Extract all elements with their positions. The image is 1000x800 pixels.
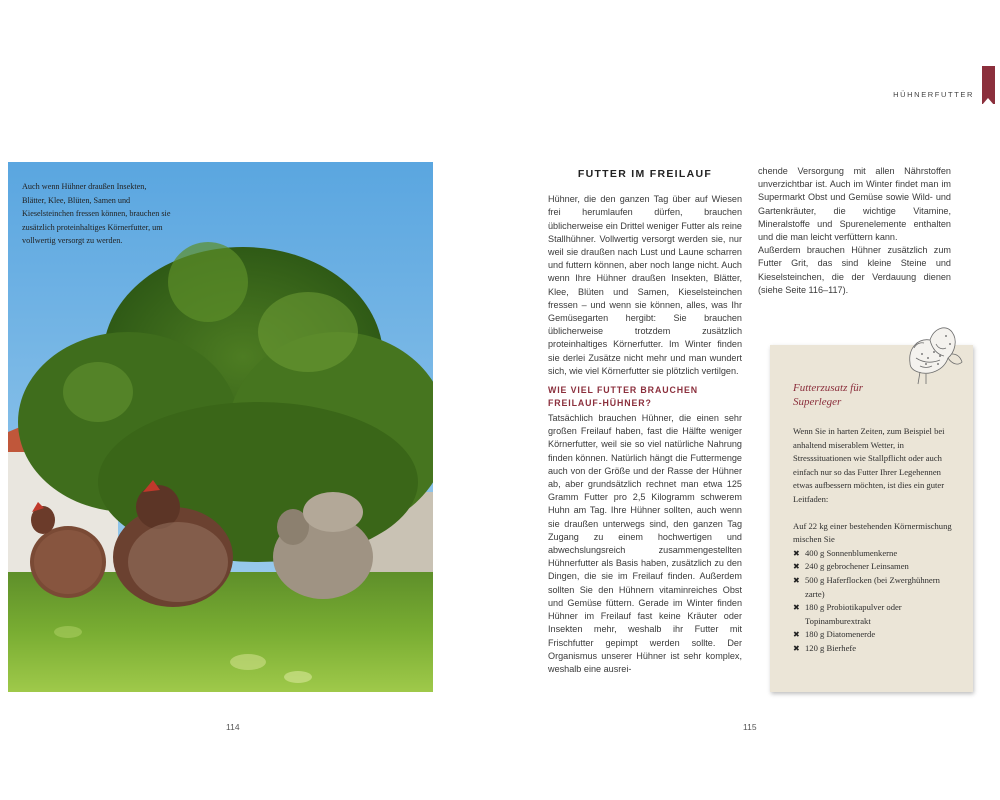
subsection-heading: WIE VIEL FUTTER BRAUCHEN FREILAUF-HÜHNER? (548, 385, 698, 409)
info-box-body (793, 425, 953, 656)
running-head: HÜHNERFUTTER (893, 90, 974, 99)
list-item: ✖ 400 g Sonnenblumenkerne (793, 547, 953, 561)
cross-icon: ✖ (793, 562, 800, 572)
list-item: ✖ 500 g Haferflocken (bei Zwerghühnern zarte) (793, 574, 940, 599)
page-number-left: 114 (226, 722, 240, 732)
list-item: ✖ 180 g Probiotikapulver oder Topinamburextrakt (793, 602, 902, 626)
hen-sketch-illustration (900, 318, 968, 388)
info-box-intro: Wenn Sie in harten Zeiten, zum Beispiel bei anhaltend miserablem Wetter, in Stresssituationen wie Stallpflicht oder auch einfach nur so das Futter Ihrer Legehennen etwas aufbessern möchten, ist dies ein guter Leitfaden: (793, 426, 945, 504)
ingredient-list (793, 547, 953, 656)
text-column-1 (548, 168, 742, 676)
right-page (500, 0, 1000, 800)
paragraph-grit: Außerdem brauchen Hühner zusätzlich zum Futter Grit, das sind kleine Steine und Kieselsteinchen, die der Verdauung dienen (siehe Seite 116–117). (758, 245, 951, 295)
list-item: ✖ 240 g gebrochener Leinsamen (793, 560, 953, 574)
list-item: ✖ 180 g Diatomenerde (793, 628, 953, 642)
info-box-title: Futterzusatz für Superleger (793, 382, 863, 408)
cross-icon: ✖ (793, 575, 800, 585)
list-item: ✖ 120 g Bierhefe (793, 642, 953, 656)
photo-caption: Auch wenn Hühner draußen Insekten, Blätter, Klee, Blüten, Samen und Kieselsteinchen fressen können, brauchen sie zusätzlich proteinhaltiges Körnerfutter, um vollwertig versorgt zu werden. (22, 182, 171, 246)
info-box-list-intro: Auf 22 kg einer bestehenden Körnermischung mischen Sie (793, 520, 952, 545)
page-number-right: 115 (743, 722, 757, 732)
cross-icon: ✖ (793, 548, 800, 558)
cross-icon: ✖ (793, 630, 800, 640)
text-column-2 (758, 165, 951, 297)
cross-icon: ✖ (793, 603, 800, 613)
paragraph-freilauf: Hühner, die den ganzen Tag über auf Wiesen frei herumlaufen dürfen, brauchen üblicherweise ein Drittel weniger Futter als reine Stallhühner. Vollwertig versorgt werden sie, nur weil sie draußen nach Lust und Laune scharren und futtern können, aber noch lange nicht. Auch wenn Ihre Hühner draußen Insekten, Blätter, Klee, Blüten und Samen, Kieselsteinchen fressen – und wenn sie können, alles, was Ihr Gemüsegarten hergibt: Sie brauchen üblicherweise trotzdem zusätzlich proteinhaltiges Körnerfutter. Im Winter finden sie derlei Zusätze nicht mehr und man wundert sich, wie viel Körnerfutter sie plötzlich vertilgen. (548, 194, 742, 376)
paragraph-naehrstoffe: chende Versorgung mit allen Nährstoffen unverzichtbar ist. Auch im Winter findet man im Supermarkt Obst und Gemüse sowie Wild- und Gartenkräuter, die wichtige Vitamine, Mineralstoffe und Spurenelemente enthalten und die man leicht verfüttern kann. (758, 166, 951, 243)
paragraph-futtermenge: Tatsächlich brauchen Hühner, die einen sehr großen Freilauf haben, fast die Hälfte weniger Körnerfutter, weil sie so viel natürliche Nahrung finden können. Natürlich hängt die Futtermenge auch von der Größe und der Rasse der Hühner ab, aber grundsätzlich rechnet man etwa 125 Gramm Futter pro 2,5 Kilogramm schwerem Huhn am Tag. Ihre Hühner sollten, auch wenn sie draußen unterwegs sind, den ganzen Tag Zugang zu einem hochwertigen und abwechslungsreich zusammengestellten Hühnerfutter als Basis haben, zusätzlich zu den Dingen, die sie im Freilauf finden. Außerdem sollten Sie den Hühnern vitaminreiches Obst und Gemüse füttern. Gerade im Winter finden Hühner im Freilauf fast keine Kräuter oder Insekten mehr, weshalb ihr Futter mit Frischfutter gepimpt werden sollte. Der Organismus unserer Hühner ist sehr komplex, weshalb eine ausrei- (548, 413, 742, 674)
bookmark-ribbon (982, 66, 995, 104)
section-heading: FUTTER IM FREILAUF (577, 168, 713, 180)
cross-icon: ✖ (793, 643, 800, 653)
info-box-superleger (770, 345, 973, 692)
